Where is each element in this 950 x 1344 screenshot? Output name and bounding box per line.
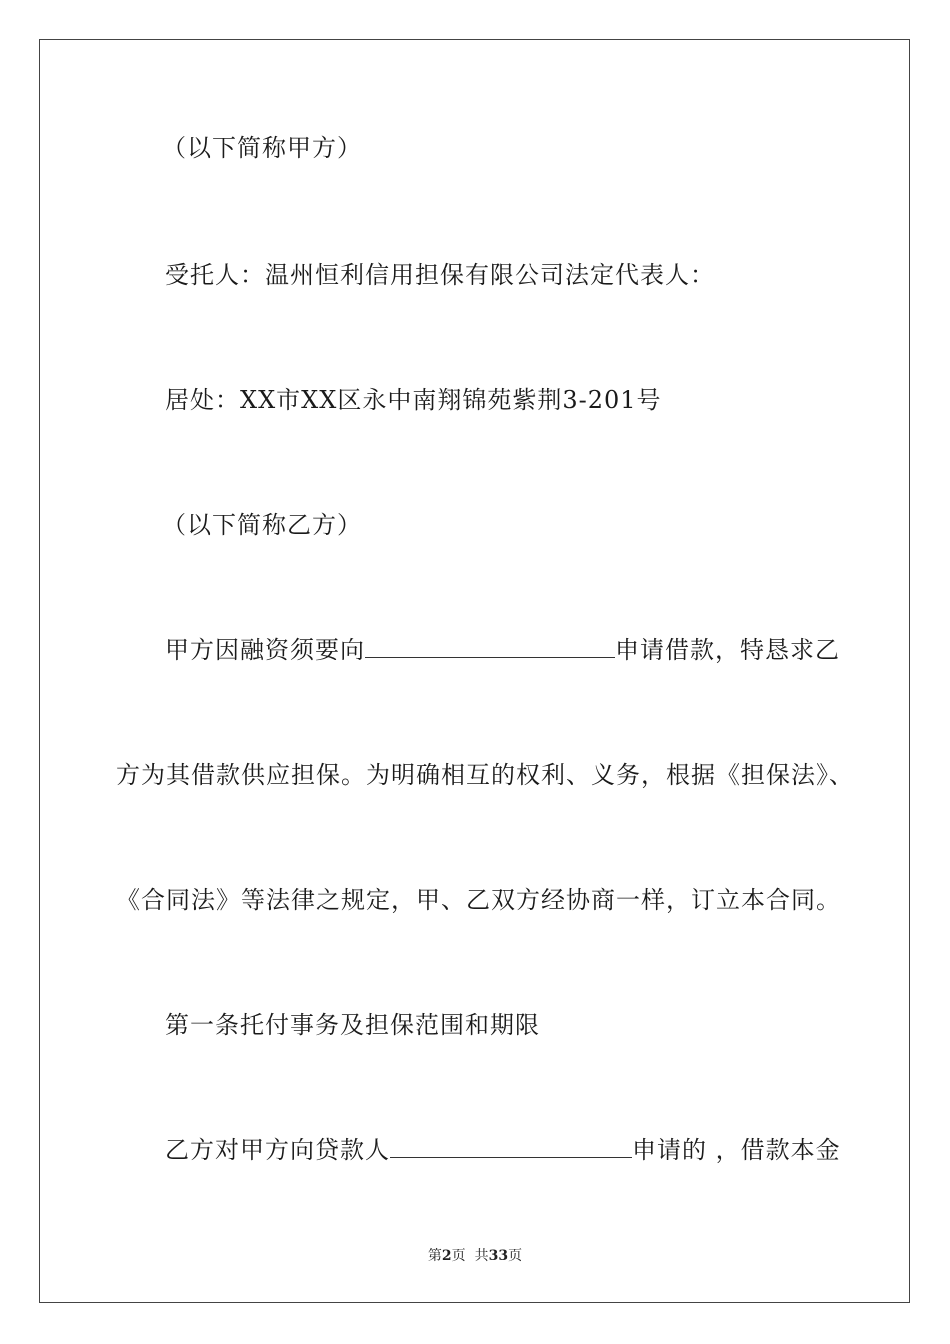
loan-request-text-before: 甲方因融资须要向 (165, 636, 365, 664)
page-frame (39, 39, 910, 1303)
agent-address-line: 居处：XX市XX区永中南翔锦苑紫荆3-201号 (165, 386, 662, 414)
agent-name-line: 受托人：温州恒利信用担保有限公司法定代表人： (165, 261, 715, 289)
footer-total-pages: 33 (488, 1248, 509, 1264)
lender-blank-field-2[interactable] (390, 1137, 632, 1158)
page-footer (0, 1247, 950, 1265)
loan-principal-text-after: 申请的 ，借款本金 (632, 1136, 841, 1164)
agent-abbreviation-line: （以下简称乙方） (162, 511, 362, 539)
principal-abbreviation-line: （以下简称甲方） (162, 134, 362, 162)
contract-law-line: 《合同法》等法律之规定，甲、乙双方经协商一样，订立本合同。 (116, 886, 841, 914)
loan-request-text-after: 申请借款，特恳求乙 (615, 636, 840, 664)
loan-principal-line (165, 1135, 841, 1165)
article-one-heading: 第一条托付事务及担保范围和期限 (165, 1011, 540, 1039)
footer-current-page: 2 (441, 1248, 452, 1264)
footer-suffix: 页 (508, 1248, 523, 1264)
lender-blank-field[interactable] (365, 637, 615, 658)
loan-request-line (165, 635, 840, 665)
footer-prefix: 第 (427, 1248, 442, 1264)
loan-principal-text-before: 乙方对甲方向贷款人 (165, 1136, 390, 1164)
footer-mid: 页 共 (451, 1248, 489, 1264)
guarantee-purpose-line: 方为其借款供应担保。为明确相互的权利、义务，根据《担保法》、 (116, 761, 854, 789)
